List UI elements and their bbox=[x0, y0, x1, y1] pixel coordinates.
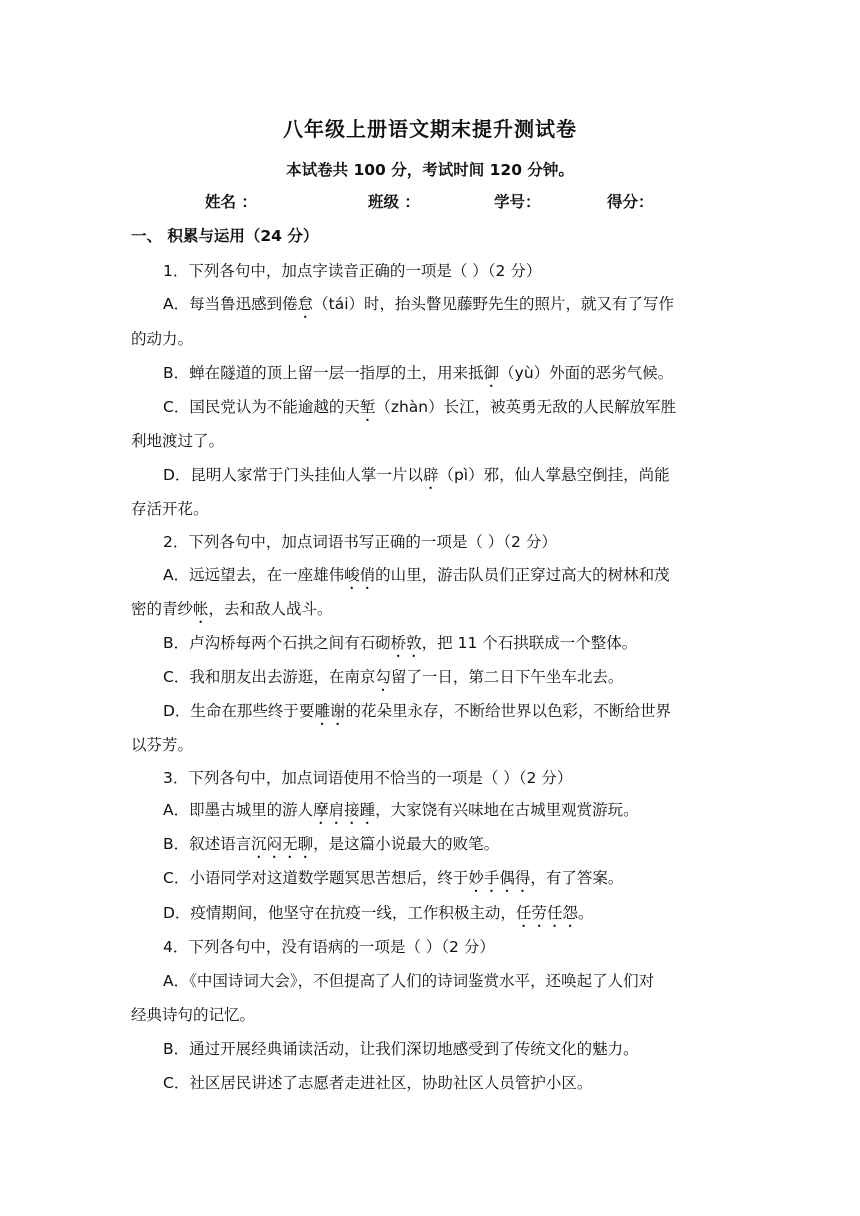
q2-option-a-cont: 密的青纱帐，去和敌人战斗。 bbox=[131, 600, 333, 618]
q2-option-a: A．远远望去，在一座雄伟峻俏的山里，游击队员们正穿过高大的树林和茂 bbox=[163, 566, 670, 584]
q4-option-a-cont: 经典诗句的记忆。 bbox=[131, 1006, 256, 1024]
question-2-stem: 2．下列各句中，加点词语书写正确的一项是（ ）（2 分） bbox=[163, 533, 557, 551]
emphasized-char: 辟 bbox=[422, 466, 439, 484]
emphasized-char: 御 bbox=[483, 364, 500, 382]
q1-option-c: C．国民党认为不能逾越的天堑（zhàn）长江，被英勇无敌的人民解放军胜 bbox=[163, 398, 677, 416]
emphasized-word: 摩肩接踵 bbox=[313, 801, 376, 819]
q4-option-b: B．通过开展经典诵读活动，让我们深切地感受到了传统文化的魅力。 bbox=[163, 1040, 639, 1058]
emphasized-word: 雕谢 bbox=[314, 702, 346, 720]
section-heading: 一、 积累与运用（24 分） bbox=[131, 227, 319, 245]
q1-option-a: A．每当鲁迅感到倦怠（tái）时，抬头瞥见藤野先生的照片，就又有了写作 bbox=[163, 295, 675, 313]
q1-option-b: B．蝉在隧道的顶上留一层一指厚的土，用来抵御（yù）外面的恶劣气候。 bbox=[163, 364, 674, 382]
q3-option-a: A．即墨古城里的游人摩肩接踵，大家饶有兴味地在古城里观赏游玩。 bbox=[163, 801, 639, 819]
emphasized-word: 峻俏 bbox=[344, 566, 376, 584]
question-4-stem: 4．下列各句中，没有语病的一项是（ ）（2 分） bbox=[163, 938, 495, 956]
q2-option-c: C．我和朋友出去游逛，在南京勾留了一日，第二日下午坐车北去。 bbox=[163, 668, 624, 686]
emphasized-char: 勾 bbox=[375, 668, 391, 686]
score-label: 得分： bbox=[607, 193, 654, 211]
question-1-stem: 1．下列各句中，加点字读音正确的一项是（ ）（2 分） bbox=[163, 262, 542, 280]
emphasized-word: 妙手偶得 bbox=[468, 869, 531, 887]
q2-option-b: B．卢沟桥每两个石拱之间有石砌桥敦，把 11 个石拱联成一个整体。 bbox=[163, 634, 638, 652]
class-label: 班级 ： bbox=[368, 193, 420, 211]
q1-option-d: D．昆明人家常于门头挂仙人掌一片以辟（pì）邪，仙人掌悬空倒挂，尚能 bbox=[163, 466, 670, 484]
student-id-label: 学号： bbox=[494, 193, 541, 211]
exam-title: 八年级上册语文期末提升测试卷 bbox=[283, 117, 577, 141]
q4-option-a: A．《中国诗词大会》，不但提高了人们的诗词鉴赏水平，还唤起了人们对 bbox=[163, 972, 655, 990]
q4-option-c: C．社区居民讲述了志愿者走进社区，协助社区人员管护小区。 bbox=[163, 1074, 593, 1092]
question-3-stem: 3．下列各句中，加点词语使用不恰当的一项是（ ）（2 分） bbox=[163, 769, 573, 787]
q2-option-d: D．生命在那些终于要雕谢的花朵里永存，不断给世界以色彩，不断给世界 bbox=[163, 702, 671, 720]
q3-option-b: B．叙述语言沉闷无聊，是这篇小说最大的败笔。 bbox=[163, 835, 500, 853]
emphasized-word: 任劳任怨 bbox=[515, 904, 578, 922]
q1-option-d-cont: 存活开花。 bbox=[131, 500, 209, 518]
q2-option-d-cont: 以芬芳。 bbox=[131, 736, 194, 754]
emphasized-char: 帐 bbox=[193, 600, 209, 618]
exam-subtitle: 本试卷共 100 分，考试时间 120 分钟。 bbox=[286, 161, 574, 179]
emphasized-word: 桥敦 bbox=[390, 634, 422, 652]
emphasized-char: 怠 bbox=[297, 295, 314, 313]
q1-option-c-cont: 利地渡过了。 bbox=[131, 432, 225, 450]
name-label: 姓名 ： bbox=[205, 193, 257, 211]
q1-option-a-cont: 的动力。 bbox=[131, 330, 194, 348]
emphasized-word: 沉闷无聊 bbox=[251, 835, 314, 853]
emphasized-char: 堑 bbox=[359, 398, 376, 416]
q3-option-c: C．小语同学对这道数学题冥思苦想后，终于妙手偶得，有了答案。 bbox=[163, 869, 624, 887]
q3-option-d: D．疫情期间，他坚守在抗疫一线，工作积极主动，任劳任怨。 bbox=[163, 904, 594, 922]
